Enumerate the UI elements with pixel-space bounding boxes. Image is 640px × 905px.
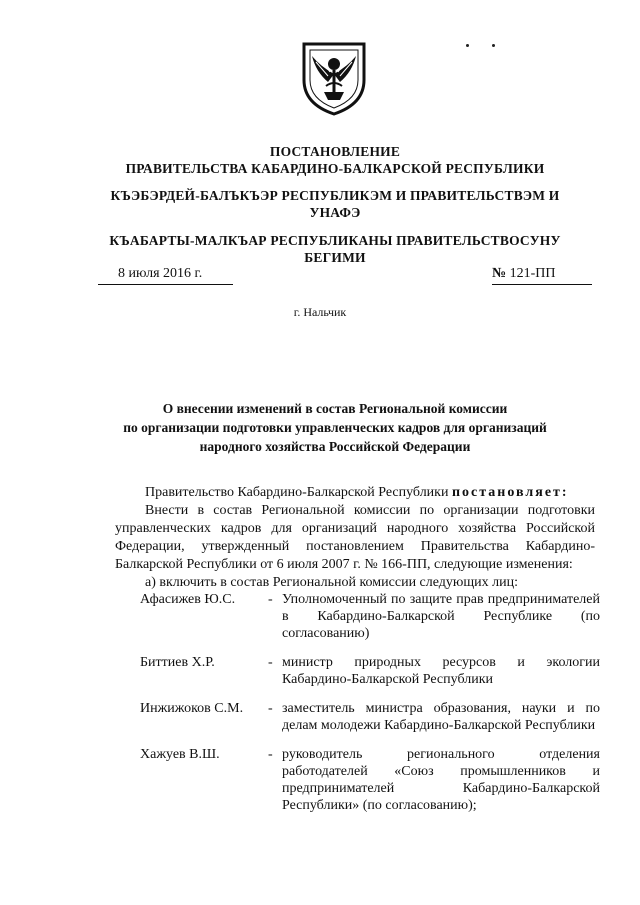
paragraph-1: Внести в состав Региональной комиссии по организации подготовки управленческих кадров для организаций народного хозяйства Российской Федерации, утвержденный постановлением Правительства Кабардино-Балкарской Республики от 6 июля 2007 г. № 166-ПП, следующие изменения: — [115, 503, 595, 572]
intro-text: Правительство Кабардино-Балкарской Республики — [145, 485, 449, 500]
balkar-heading: КЪАБАРТЫ-МАЛКЪАР РЕСПУБЛИКАНЫ ПРАВИТЕЛЬСТВОСУНУ БЕГИМИ — [109, 233, 561, 265]
document-number — [492, 266, 592, 285]
document-title: О внесении изменений в состав Региональной комиссии по организации подготовки управленческих кадров для организаций народного хозяйства Российской Федерации — [123, 401, 547, 454]
members-list — [140, 591, 600, 814]
item-a: а) включить в состав Региональной комиссии следующих лиц: — [145, 575, 519, 590]
member-row: Хажуев В.Ш. - руководитель регионального отделения работодателей «Союз промышленников и предпринимателей Кабардино-Балкарской Республики» (по согласованию); — [140, 747, 600, 813]
scan-speck — [492, 44, 495, 47]
member-row: Инжижоков С.М. - заместитель министра образования, науки и по делам молодежи Кабардино-Балкарской Республики — [140, 701, 600, 733]
coat-of-arms-emblem — [298, 40, 370, 116]
resolution-intro — [115, 484, 595, 592]
kabardian-heading: КЪЭБЭРДЕЙ-БАЛЪКЪЭР РЕСПУБЛИКЭМ И ПРАВИТЕЛЬСТВЭМ И УНАФЭ — [110, 188, 560, 220]
document-type-heading: ПОСТАНОВЛЕНИЕ ПРАВИТЕЛЬСТВА КАБАРДИНО-БАЛКАРСКОЙ РЕСПУБЛИКИ — [125, 144, 545, 176]
number-label: № — [492, 266, 507, 281]
scan-speck — [466, 44, 469, 47]
member-row: Афасижев Ю.С. - Уполномоченный по защите прав предпринимателей в Кабардино-Балкарской Республике (по согласованию) — [140, 592, 600, 641]
document-date: 8 июля 2016 г. — [98, 266, 233, 285]
member-row: Биттиев Х.Р. - министр природных ресурсов и экологии Кабардино-Балкарской Республики — [140, 655, 600, 687]
postanovlyaet: постановляет: — [451, 485, 569, 500]
city: г. Нальчик — [293, 305, 347, 319]
number-value: 121-ПП — [509, 266, 556, 281]
